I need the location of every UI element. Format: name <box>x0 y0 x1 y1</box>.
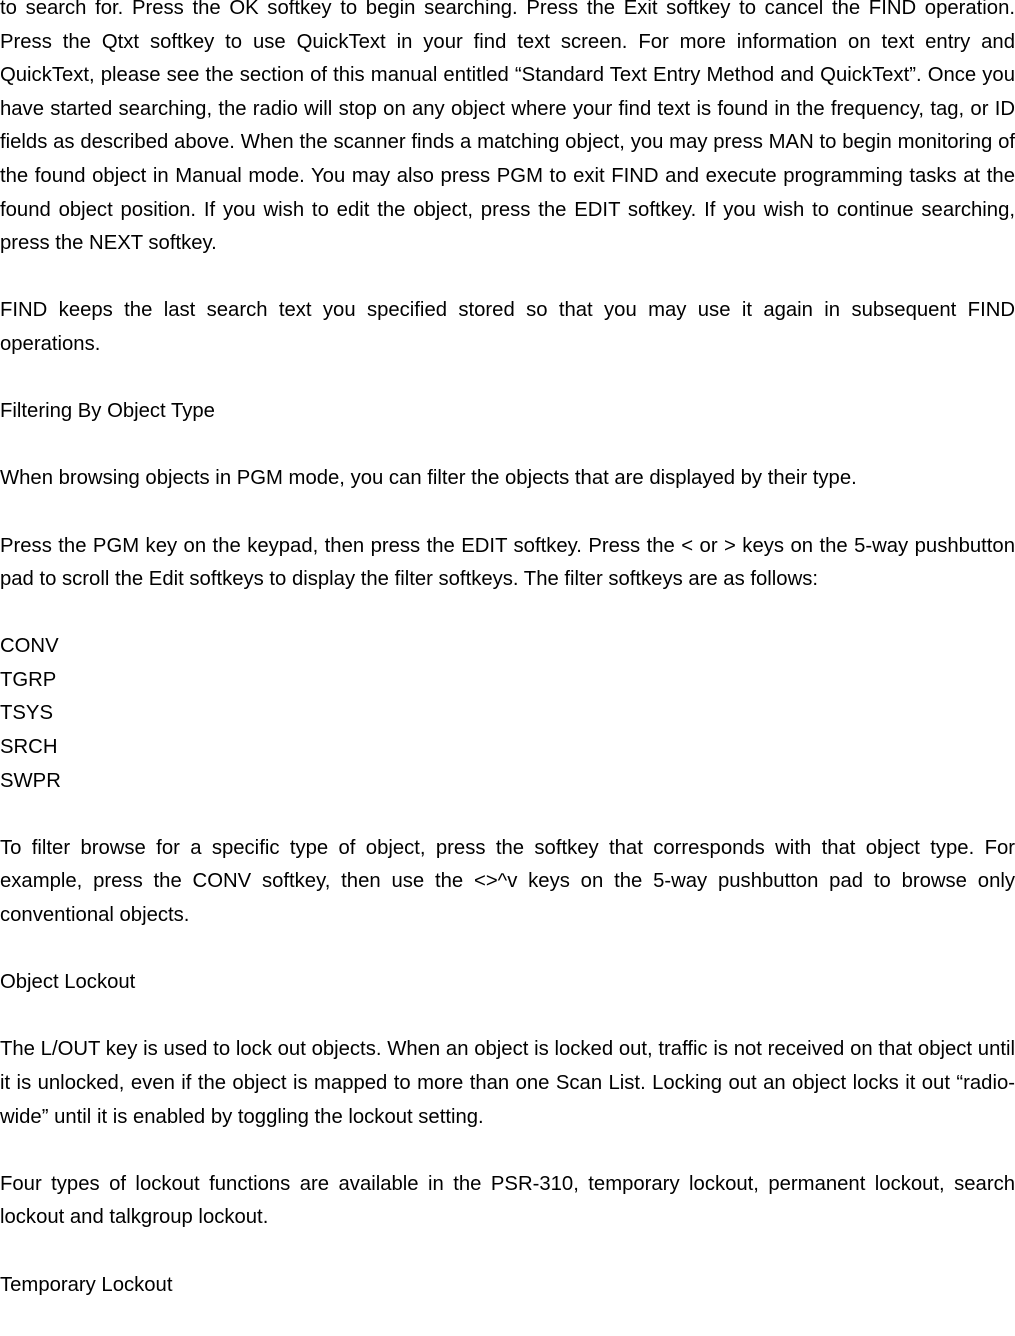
paragraph-find-instructions: to search for. Press the OK softkey to begin searching. Press the Exit softkey to cancel the FIND operation. Press the Qtxt softkey to use QuickText in your find text screen. For more information on text entry and QuickText, please see the section of this manual entitled “Standard Text Entry Method and QuickText”. Once you have started searching, the radio will stop on any object where your find text is found in the frequency, tag, or ID fields as described above. When the scanner finds a matching object, you may press MAN to begin monitoring of the found object in Manual mode. You may also press PGM to exit FIND and execute programming tasks at the found object position. If you wish to edit the object, press the EDIT softkey. If you wish to continue searching, press the NEXT softkey. <box>0 0 1015 255</box>
paragraph-find-memory: FIND keeps the last search text you specified stored so that you may use it again in subsequent FIND operations. <box>0 299 1015 355</box>
list-item: TSYS <box>0 702 53 725</box>
heading-temporary-lockout: Temporary Lockout <box>0 1273 173 1296</box>
paragraph-lockout-key: The L/OUT key is used to lock out objects. When an object is locked out, traffic is not received on that object until it is unlocked, even if the object is mapped to more than one Scan List. Locking out an object locks it out “radio-wide” until it is enabled by toggling the lockout setting. <box>0 1038 1015 1128</box>
paragraph-filter-example: To filter browse for a specific type of object, press the softkey that corresponds with that object type. For example, press the CONV softkey, then use the <>^v keys on the 5-way pushbutton pad to browse only conventional objects. <box>0 836 1015 927</box>
list-item: SWPR <box>0 769 61 792</box>
heading-object-lockout: Object Lockout <box>0 971 136 994</box>
heading-filtering-by-object-type: Filtering By Object Type <box>0 400 215 423</box>
list-item: SRCH <box>0 736 58 759</box>
list-item: CONV <box>0 635 59 658</box>
paragraph-browsing-filter: When browsing objects in PGM mode, you can filter the objects that are displayed by their type. <box>0 467 857 490</box>
list-item: TGRP <box>0 668 57 691</box>
filter-softkey-list <box>0 630 1015 798</box>
paragraph-filter-steps: Press the PGM key on the keypad, then press the EDIT softkey. Press the < or > keys on the 5-way pushbutton pad to scroll the Edit softkeys to display the filter softkeys. The filter softkeys are as follows: <box>0 534 1015 591</box>
paragraph-lockout-types: Four types of lockout functions are available in the PSR-310, temporary lockout, permanent lockout, search lockout and talkgroup lockout. <box>0 1172 1015 1229</box>
